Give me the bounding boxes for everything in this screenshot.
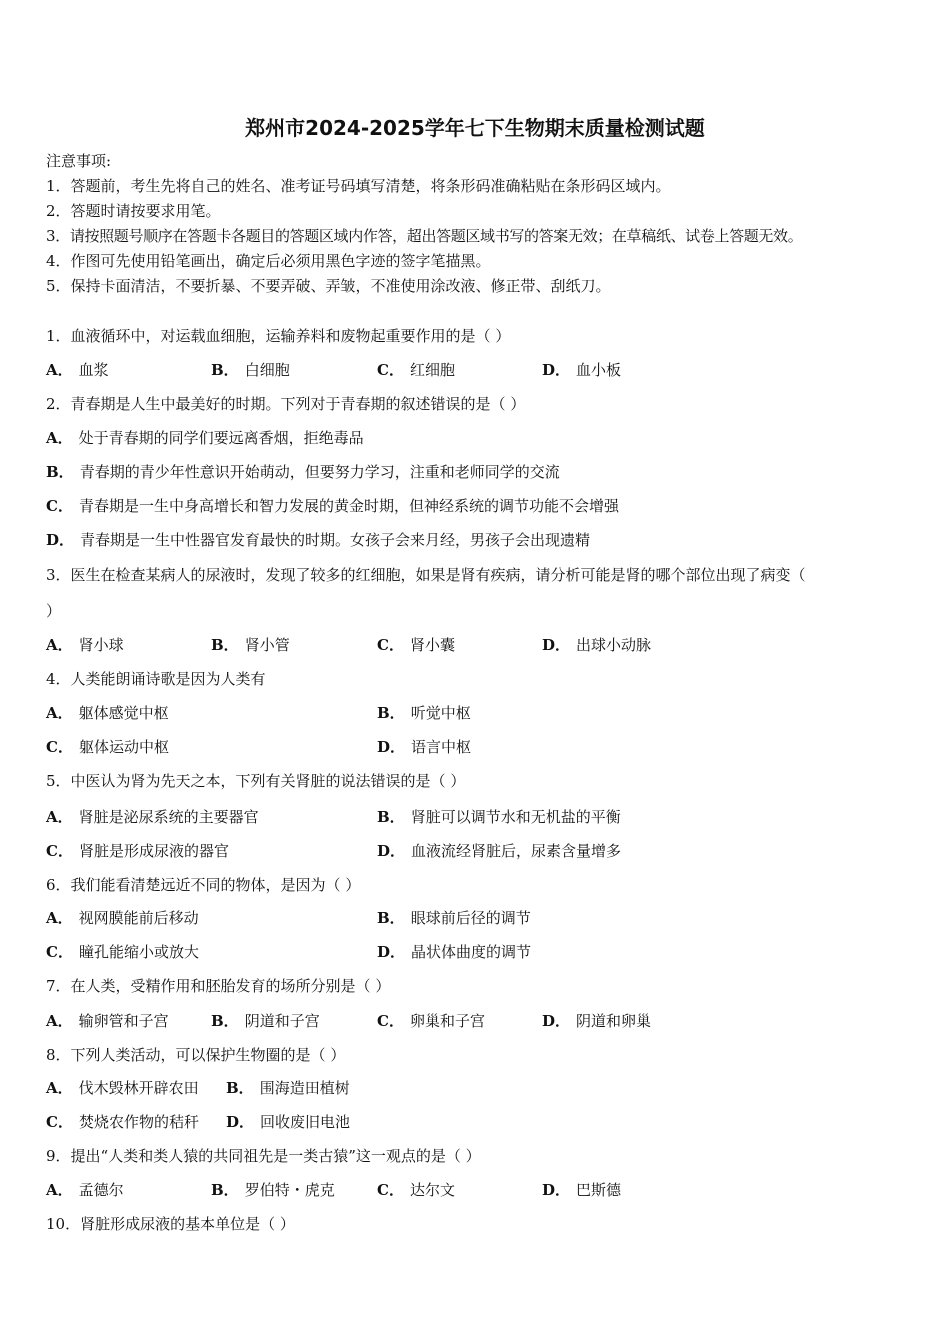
notice-item: 3．请按照题号顺序在答题卡各题目的答题区域内作答，超出答题区域书写的答案无效；在草稿纸、试卷上答题无效。 xyxy=(46,227,803,245)
option-d: D． 回收废旧电池 xyxy=(226,1113,351,1131)
question-stem: 2．青春期是人生中最美好的时期。下列对于青春期的叙述错误的是（ ） xyxy=(46,395,526,413)
option-d: D． 血小板 xyxy=(542,361,622,379)
option-a: A． 肾小球 xyxy=(46,636,124,654)
option-a: A． 输卵管和子宫 xyxy=(46,1012,169,1030)
notice-item: 1．答题前，考生先将自己的姓名、准考证号码填写清楚，将条形码准确粘贴在条形码区域内。 xyxy=(46,177,671,195)
option-b: B． 青春期的青少年性意识开始萌动，但要努力学习，注重和老师同学的交流 xyxy=(46,463,560,481)
question-stem: 1．血液循环中，对运载血细胞，运输养料和废物起重要作用的是（ ） xyxy=(46,327,511,345)
option-a: A． 肾脏是泌尿系统的主要器官 xyxy=(46,808,259,826)
option-c: C． 焚烧农作物的秸秆 xyxy=(46,1113,199,1131)
option-b: B． 围海造田植树 xyxy=(226,1079,350,1097)
option-a: A． 处于青春期的同学们要远离香烟，拒绝毒品 xyxy=(46,429,364,447)
option-c: C． 肾脏是形成尿液的器官 xyxy=(46,842,229,860)
option-d: D． 出球小动脉 xyxy=(542,636,652,654)
option-b: B． 肾脏可以调节水和无机盐的平衡 xyxy=(377,808,621,826)
option-a: A． 躯体感觉中枢 xyxy=(46,704,169,722)
notice-item: 2．答题时请按要求用笔。 xyxy=(46,202,221,220)
option-d: D． 语言中枢 xyxy=(377,738,472,756)
notice-item: 5．保持卡面清洁，不要折暴、不要弄破、弄皱，不准使用涂改液、修正带、刮纸刀。 xyxy=(46,277,611,295)
question-stem: 3．医生在检查某病人的尿液时，发现了较多的红细胞，如果是肾有疾病，请分析可能是肾的哪个部位出现了病变（ xyxy=(46,566,806,584)
option-b: B． 阴道和子宫 xyxy=(211,1012,320,1030)
question-stem: 8．下列人类活动，可以保护生物圈的是（ ） xyxy=(46,1046,346,1064)
option-c: C． 达尔文 xyxy=(377,1181,455,1199)
question-stem: 9．提出“人类和类人猿的共同祖先是一类古猿”这一观点的是（ ） xyxy=(46,1147,481,1165)
question-stem: 10．肾脏形成尿液的基本单位是（ ） xyxy=(46,1215,295,1233)
question-stem: 4．人类能朗诵诗歌是因为人类有 xyxy=(46,670,266,688)
exam-title: 郑州市2024-2025学年七下生物期末质量检测试题 xyxy=(245,116,705,140)
option-c: C． 瞳孔能缩小或放大 xyxy=(46,943,199,961)
option-a: A． 视网膜能前后移动 xyxy=(46,909,199,927)
option-c: C． 卵巢和子宫 xyxy=(377,1012,485,1030)
option-d: D． 晶状体曲度的调节 xyxy=(377,943,532,961)
notice-item: 4．作图可先使用铅笔画出，确定后必须用黑色字迹的签字笔描黑。 xyxy=(46,252,491,270)
option-b: B． 罗伯特・虎克 xyxy=(211,1181,335,1199)
option-b: B． 眼球前后径的调节 xyxy=(377,909,531,927)
option-b: B． 听觉中枢 xyxy=(377,704,471,722)
question-stem: 7．在人类，受精作用和胚胎发育的场所分别是（ ） xyxy=(46,977,391,995)
option-c: C． 青春期是一生中身高增长和智力发展的黄金时期，但神经系统的调节功能不会增强 xyxy=(46,497,619,515)
option-c: C． 肾小囊 xyxy=(377,636,455,654)
question-stem: 6．我们能看清楚远近不同的物体，是因为（ ） xyxy=(46,876,361,894)
option-d: D． 血液流经肾脏后，尿素含量增多 xyxy=(377,842,622,860)
option-a: A． 孟德尔 xyxy=(46,1181,124,1199)
option-b: B． 肾小管 xyxy=(211,636,290,654)
option-d: D． 青春期是一生中性器官发育最快的时期。女孩子会来月经，男孩子会出现遗精 xyxy=(46,531,591,549)
option-d: D． 阴道和卵巢 xyxy=(542,1012,652,1030)
option-a: A． 伐木毁林开辟农田 xyxy=(46,1079,199,1097)
option-b: B． 白细胞 xyxy=(211,361,290,379)
option-a: A． 血浆 xyxy=(46,361,109,379)
question-stem: 5．中医认为肾为先天之本，下列有关肾脏的说法错误的是（ ） xyxy=(46,772,466,790)
question-stem-continued: ） xyxy=(46,602,62,620)
option-c: C． 红细胞 xyxy=(377,361,455,379)
notice-heading: 注意事项: xyxy=(46,152,112,170)
option-d: D． 巴斯德 xyxy=(542,1181,622,1199)
option-c: C． 躯体运动中枢 xyxy=(46,738,169,756)
